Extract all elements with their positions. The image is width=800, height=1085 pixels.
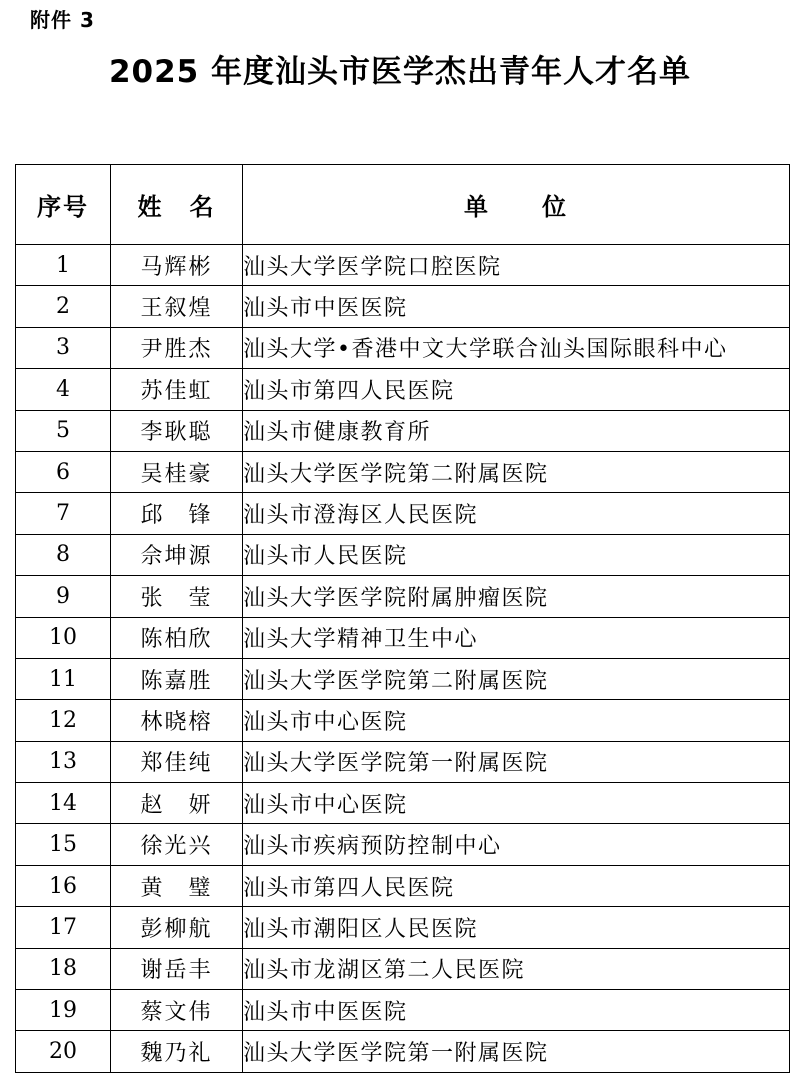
row-unit-name: 汕头大学医学院第二附属医院 bbox=[243, 658, 790, 699]
row-serial-number: 18 bbox=[16, 948, 111, 989]
table-row bbox=[16, 990, 790, 1031]
row-person-name: 蔡文伟 bbox=[111, 990, 243, 1031]
document-title: 2025 年度汕头市医学杰出青年人才名单 bbox=[108, 54, 692, 90]
table-row bbox=[16, 493, 790, 534]
row-serial-number: 4 bbox=[16, 369, 111, 410]
table-row bbox=[16, 410, 790, 451]
row-person-name: 吴桂豪 bbox=[111, 451, 243, 492]
row-unit-name: 汕头市中医医院 bbox=[243, 286, 790, 327]
table-row bbox=[16, 700, 790, 741]
table-row bbox=[16, 327, 790, 368]
table-row bbox=[16, 369, 790, 410]
table-row bbox=[16, 865, 790, 906]
row-person-name: 徐光兴 bbox=[111, 824, 243, 865]
row-serial-number: 12 bbox=[16, 700, 111, 741]
row-person-name: 苏佳虹 bbox=[111, 369, 243, 410]
table-row bbox=[16, 1031, 790, 1072]
table-header-row bbox=[16, 165, 790, 245]
row-unit-name: 汕头大学医学院口腔医院 bbox=[243, 245, 790, 286]
row-unit-name: 汕头大学精神卫生中心 bbox=[243, 617, 790, 658]
row-unit-name: 汕头市疾病预防控制中心 bbox=[243, 824, 790, 865]
row-person-name: 李耿聪 bbox=[111, 410, 243, 451]
row-person-name: 彭柳航 bbox=[111, 907, 243, 948]
row-person-name: 张 莹 bbox=[111, 576, 243, 617]
row-person-name: 林晓榕 bbox=[111, 700, 243, 741]
row-unit-name: 汕头市龙湖区第二人民医院 bbox=[243, 948, 790, 989]
row-unit-name: 汕头市人民医院 bbox=[243, 534, 790, 575]
row-serial-number: 9 bbox=[16, 576, 111, 617]
row-serial-number: 6 bbox=[16, 451, 111, 492]
row-person-name: 邱 锋 bbox=[111, 493, 243, 534]
row-person-name: 魏乃礼 bbox=[111, 1031, 243, 1072]
row-serial-number: 15 bbox=[16, 824, 111, 865]
talent-roster-table bbox=[15, 164, 790, 1073]
row-unit-name: 汕头大学•香港中文大学联合汕头国际眼科中心 bbox=[243, 327, 790, 368]
table-row bbox=[16, 658, 790, 699]
row-unit-name: 汕头市第四人民医院 bbox=[243, 865, 790, 906]
row-person-name: 黄 璧 bbox=[111, 865, 243, 906]
row-unit-name: 汕头市第四人民医院 bbox=[243, 369, 790, 410]
row-person-name: 佘坤源 bbox=[111, 534, 243, 575]
row-person-name: 赵 妍 bbox=[111, 783, 243, 824]
header-serial-number: 序号 bbox=[16, 165, 111, 245]
header-unit: 单 位 bbox=[243, 165, 790, 245]
row-serial-number: 19 bbox=[16, 990, 111, 1031]
header-name: 姓 名 bbox=[111, 165, 243, 245]
table-body bbox=[16, 245, 790, 1073]
row-serial-number: 2 bbox=[16, 286, 111, 327]
row-unit-name: 汕头市中心医院 bbox=[243, 783, 790, 824]
row-unit-name: 汕头大学医学院第一附属医院 bbox=[243, 741, 790, 782]
row-person-name: 郑佳纯 bbox=[111, 741, 243, 782]
row-unit-name: 汕头市中心医院 bbox=[243, 700, 790, 741]
row-serial-number: 1 bbox=[16, 245, 111, 286]
table-row bbox=[16, 534, 790, 575]
row-serial-number: 3 bbox=[16, 327, 111, 368]
row-unit-name: 汕头市健康教育所 bbox=[243, 410, 790, 451]
table-row bbox=[16, 824, 790, 865]
row-person-name: 陈柏欣 bbox=[111, 617, 243, 658]
table-row bbox=[16, 741, 790, 782]
row-unit-name: 汕头大学医学院附属肿瘤医院 bbox=[243, 576, 790, 617]
row-unit-name: 汕头市潮阳区人民医院 bbox=[243, 907, 790, 948]
row-serial-number: 20 bbox=[16, 1031, 111, 1072]
row-serial-number: 5 bbox=[16, 410, 111, 451]
table-row bbox=[16, 617, 790, 658]
table-row bbox=[16, 907, 790, 948]
table-row bbox=[16, 576, 790, 617]
table-row bbox=[16, 286, 790, 327]
row-person-name: 马辉彬 bbox=[111, 245, 243, 286]
table-row bbox=[16, 948, 790, 989]
row-serial-number: 10 bbox=[16, 617, 111, 658]
table-row bbox=[16, 245, 790, 286]
row-unit-name: 汕头大学医学院第一附属医院 bbox=[243, 1031, 790, 1072]
row-unit-name: 汕头大学医学院第二附属医院 bbox=[243, 451, 790, 492]
row-serial-number: 14 bbox=[16, 783, 111, 824]
table-row bbox=[16, 783, 790, 824]
row-person-name: 王叙煌 bbox=[111, 286, 243, 327]
row-unit-name: 汕头市中医医院 bbox=[243, 990, 790, 1031]
row-person-name: 尹胜杰 bbox=[111, 327, 243, 368]
table-row bbox=[16, 451, 790, 492]
row-serial-number: 7 bbox=[16, 493, 111, 534]
row-serial-number: 16 bbox=[16, 865, 111, 906]
row-serial-number: 17 bbox=[16, 907, 111, 948]
row-person-name: 陈嘉胜 bbox=[111, 658, 243, 699]
row-person-name: 谢岳丰 bbox=[111, 948, 243, 989]
row-serial-number: 8 bbox=[16, 534, 111, 575]
attachment-label: 附件 3 bbox=[30, 8, 95, 32]
row-serial-number: 11 bbox=[16, 658, 111, 699]
row-serial-number: 13 bbox=[16, 741, 111, 782]
row-unit-name: 汕头市澄海区人民医院 bbox=[243, 493, 790, 534]
